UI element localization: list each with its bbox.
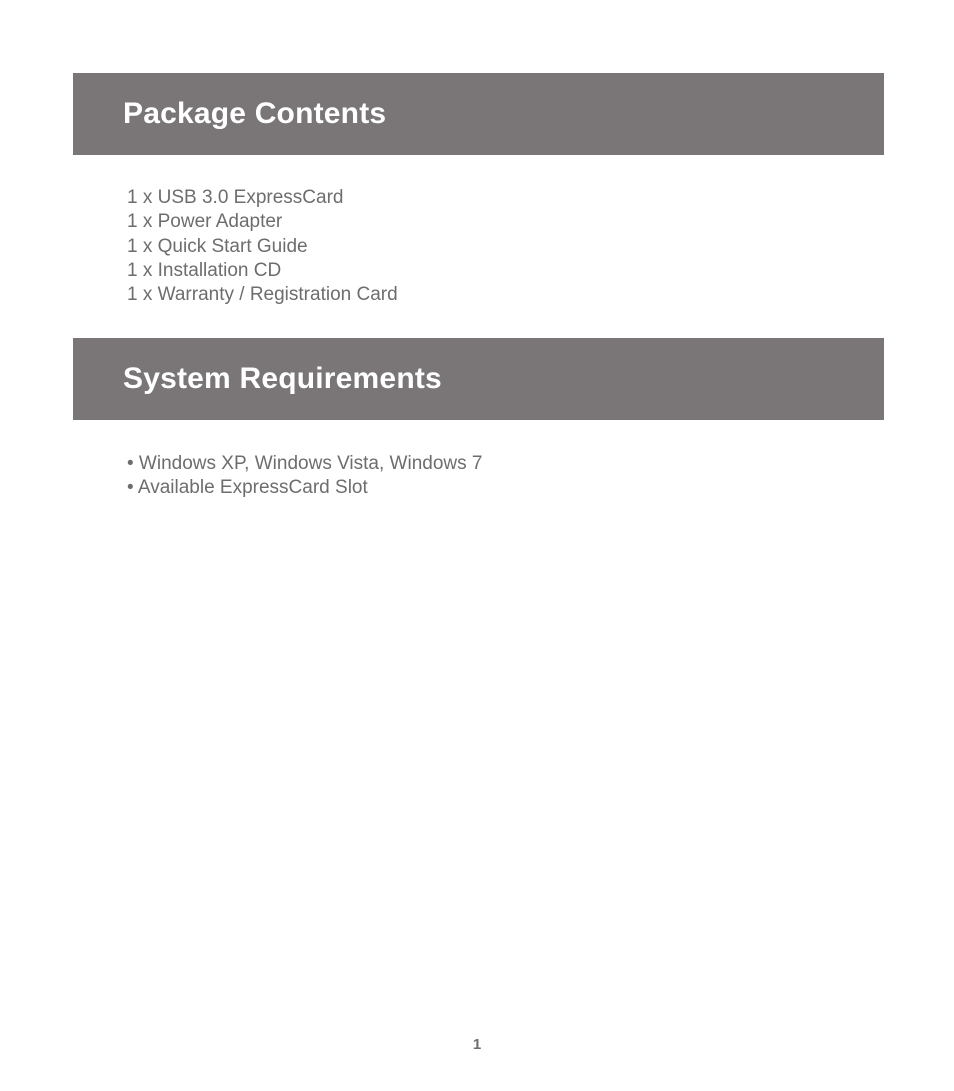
list-item: • Available ExpressCard Slot — [127, 477, 368, 499]
list-item: 1 x Power Adapter — [127, 211, 283, 233]
list-item: 1 x Installation CD — [127, 259, 282, 281]
package-contents-header — [73, 73, 884, 155]
package-contents-list — [127, 186, 398, 307]
system-requirements-list — [127, 452, 482, 501]
list-item: • Windows XP, Windows Vista, Windows 7 — [127, 453, 483, 474]
package-contents-title: Package Contents — [123, 97, 387, 130]
list-item: 1 x USB 3.0 ExpressCard — [127, 187, 344, 208]
system-requirements-title: System Requirements — [123, 362, 442, 395]
list-item: 1 x Warranty / Registration Card — [127, 284, 398, 306]
list-item: 1 x Quick Start Guide — [127, 235, 308, 257]
page-number: 1 — [472, 1036, 482, 1053]
system-requirements-header — [73, 338, 884, 420]
